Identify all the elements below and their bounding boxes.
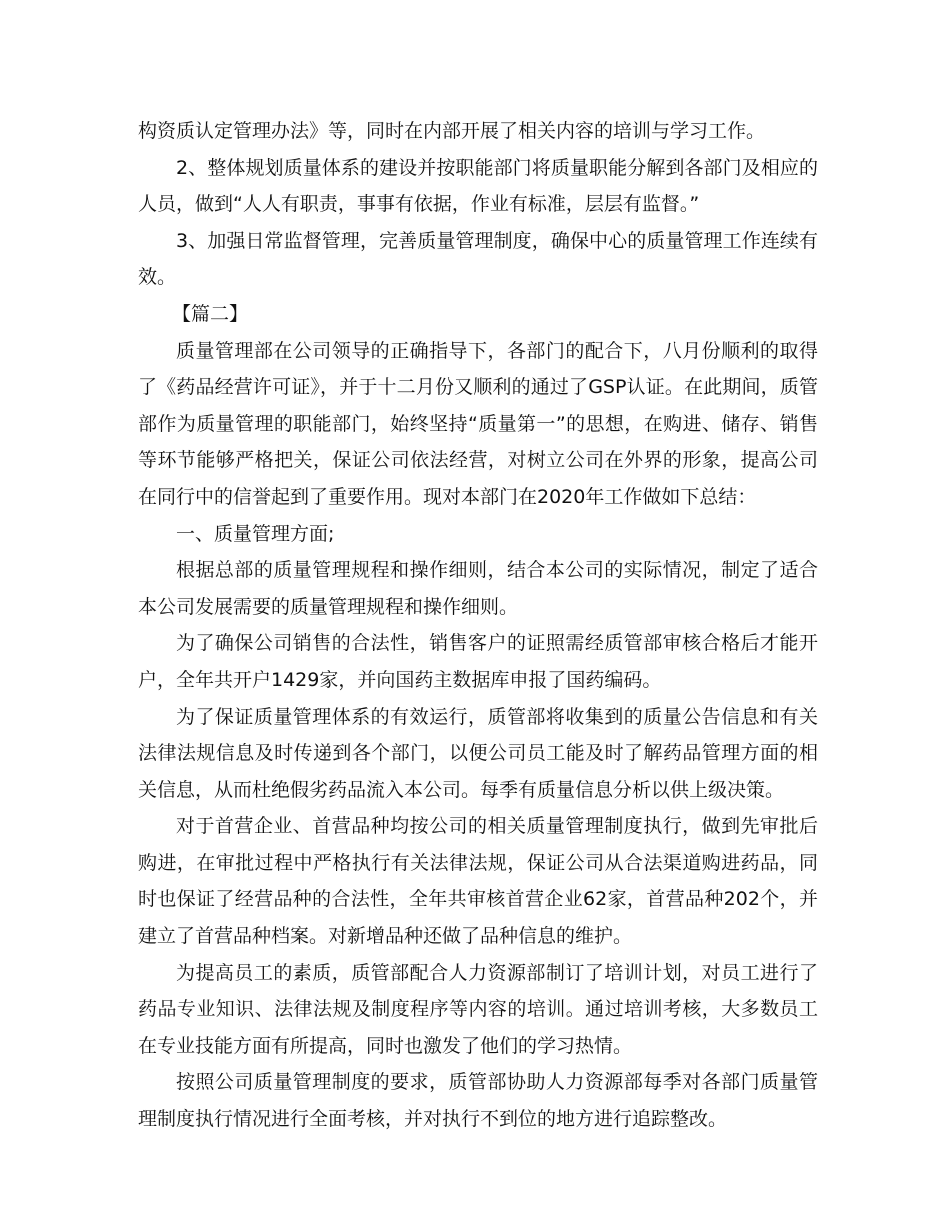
paragraph-training: 为提高员工的素质，质管部配合人力资源部制订了培训计划，对员工进行了药品专业知识、法律法规及制度程序等内容的培训。通过培训考核，大多数员工在专业技能方面有所提高，同时也激发了他们的学习热情。 [138,961,818,1057]
paragraph-quality-system: 为了保证质量管理体系的有效运行，质管部将收集到的质量公告信息和有关法律法规信息及时传递到各个部门，以便公司员工能及时了解药品管理方面的相关信息，从而杜绝假劣药品流入本公司。每季有质量信息分析以供上级决策。 [138,705,818,801]
paragraph-item-2: 2、整体规划质量体系的建设并按职能部门将质量职能分解到各部门及相应的人员，做到“人人有职责，事事有依据，作业有标准，层层有监督。” [138,156,818,216]
paragraph-item-3: 3、加强日常监督管理，完善质量管理制度，确保中心的质量管理工作连续有效。 [138,229,818,289]
paragraph-continuation: 构资质认定管理办法》等，同时在内部开展了相关内容的培训与学习工作。 [138,120,766,142]
paragraph-assessment: 按照公司质量管理制度的要求，质管部协助人力资源部每季对各部门质量管理制度执行情况进行全面考核，并对执行不到位的地方进行追踪整改。 [138,1071,818,1131]
paragraph-intro: 质量管理部在公司领导的正确指导下，各部门的配合下，八月份顺利的取得了《药品经营许可证》，并于十二月份又顺利的通过了GSP认证。在此期间，质管部作为质量管理的职能部门，始终坚持“质量第一”的思想，在购进、储存、销售等环节能够严格把关，保证公司依法经营，对树立公司在外界的形象，提高公司在同行中的信誉起到了重要作用。现对本部门在2020年工作做如下总结： [138,339,818,508]
paragraph-sales-legality: 为了确保公司销售的合法性，销售客户的证照需经质管部审核合格后才能开户，全年共开户1429家，并向国药主数据库申报了国药编码。 [138,632,818,691]
subheading-quality-management: 一、质量管理方面; [176,522,335,545]
paragraph-first-business: 对于首营企业、首营品种均按公司的相关质量管理制度执行，做到先审批后购进，在审批过程中严格执行有关法律法规，保证公司从合法渠道购进药品，同时也保证了经营品种的合法性，全年共审核首营企业62家，首营品种202个，并建立了首营品种档案。对新增品种还做了品种信息的维护。 [138,815,818,948]
document-body [138,113,818,1138]
paragraph-regulations: 根据总部的质量管理规程和操作细则，结合本公司的实际情况，制定了适合本公司发展需要的质量管理规程和操作细则。 [138,559,818,618]
section-heading: 【篇二】 [172,302,249,325]
